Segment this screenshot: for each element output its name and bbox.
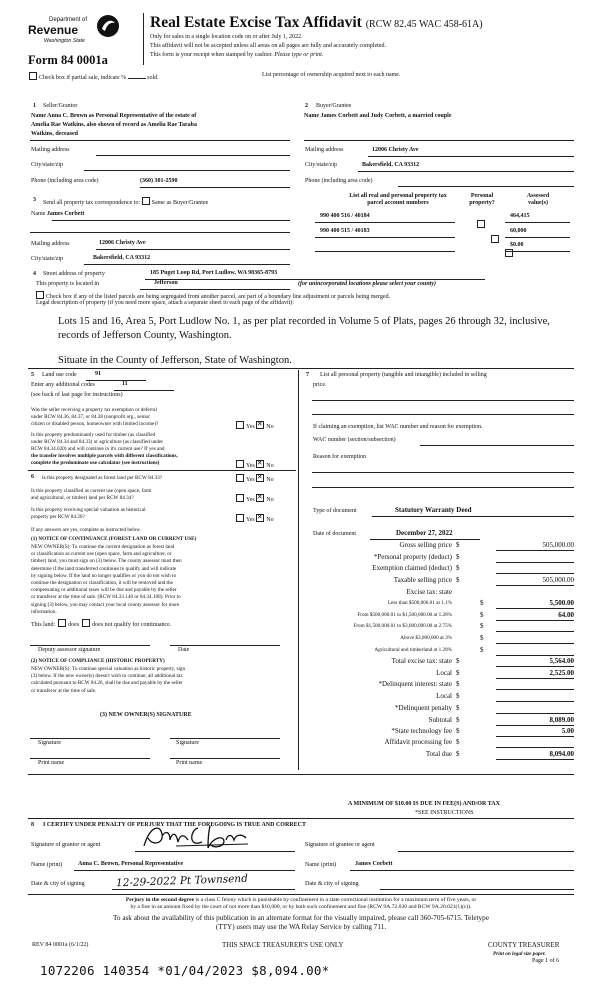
grantee-name[interactable]: James Corbett (355, 861, 393, 867)
tax-row-label: Taxable selling price (393, 576, 452, 584)
does-not-checkbox[interactable] (82, 619, 90, 627)
continuance-line: NEW OWNER(S): To continue the current designation as forest land (31, 544, 175, 550)
parcel-acct-2[interactable]: 990 400 515 / 40183 (320, 228, 370, 234)
partial-sale-checkbox[interactable] (29, 72, 37, 80)
dollar-sign: $ (456, 553, 460, 561)
minimum-due-note: A MINIMUM OF $10.00 IS DUE IN FEE(S) AND/OR TAX (348, 801, 500, 807)
continuance-line: timber) land, you must sign on (3) below. The county assessor must then (31, 558, 182, 565)
owner-print-label-1: Print name (38, 760, 65, 766)
s6-q3-yes-checkbox[interactable] (236, 514, 244, 522)
compliance-line: or transferor at the time of sale. (31, 687, 97, 694)
s6-q3-yesno: Yes ✕ No (236, 514, 274, 523)
tax-row-label: Total excise tax: state (391, 657, 452, 665)
header-line-2: This affidavit will not be accepted unless all areas on all pages are fully and accurately completed. (150, 43, 386, 49)
property-num: 4 (33, 271, 36, 277)
perjury-line-1: Perjury in the second degree is a class C felony which is punishable by confinement in a state correctional institution for a maximum term of five years, or (125, 897, 477, 903)
grantee-signature-label: Signature of grantee or agent (305, 842, 375, 848)
s5-q2e: complete the predominate use calculator (see instructions) (31, 460, 160, 466)
s6-q1: Is this property designated as forest land per RCW 84.33? (42, 475, 163, 481)
dollar-sign: $ (456, 692, 460, 700)
property-street[interactable]: 185 Puget Loop Rd, Port Ludlow, WA 98365-8793 (150, 270, 278, 276)
continuance-line: information. (31, 608, 57, 615)
corresp-city-label: City/state/zip (31, 256, 63, 262)
this-land-row: This land: does does not qualify for continuance. (31, 619, 171, 628)
tax-row-value[interactable]: 2,525.00 (549, 669, 574, 677)
tax-row-value[interactable]: 64.00 (558, 611, 574, 619)
dollar-sign: $ (456, 704, 460, 712)
owner-signature-label-1: Signature (38, 740, 61, 746)
s6-q1-yes-checkbox[interactable] (236, 474, 244, 482)
dollar-sign: $ (456, 669, 460, 677)
parcel-value-2[interactable]: 60,000 (510, 228, 527, 234)
buyer-city[interactable]: Bakersfield, CA 93312 (362, 162, 420, 168)
buyer-name[interactable]: Name James Corbett and Judy Corbett, a married couple (304, 113, 452, 119)
wa-state-label: Washington State (44, 38, 85, 44)
header-line-1: Only for sales in a single location code on or after July 1, 2022. (150, 34, 303, 40)
tax-row-label: Less than $500,000.01 at 1.1% (387, 600, 452, 606)
s7-num: 7 (306, 372, 309, 378)
s5-q2-no-checkbox[interactable] (256, 460, 264, 468)
buyer-city-label: City/state/zip (305, 162, 337, 168)
buyer-phone-field[interactable] (398, 178, 574, 187)
ownership-note: List percentage of ownership acquired next to each name. (262, 72, 401, 78)
tax-row-label: *Personal property (deduct) (373, 553, 452, 561)
continuance-line: compensating or additional taxes will be due and payable by the seller (31, 587, 177, 594)
s5-q1a: Was the seller receiving a property tax exemption or deferral (31, 407, 157, 413)
s6-q1-no-checkbox[interactable] (256, 474, 264, 482)
tax-row-value[interactable]: 5,564.00 (549, 657, 574, 665)
dollar-sign: $ (456, 657, 460, 665)
wac-field[interactable] (420, 437, 574, 446)
dollar-sign: $ (456, 541, 460, 549)
deputy-date-label: Date (178, 647, 190, 653)
dollar-sign: $ (456, 738, 460, 746)
parcel-header-accounts: List all real and personal property tax parcel account numbers (349, 193, 447, 206)
s7-label-2: price. (313, 382, 327, 388)
buyer-mailing[interactable]: 12006 Christy Ave (372, 147, 419, 153)
s5-q1-yesno: Yes ✕ No (236, 421, 274, 430)
dollar-sign: $ (480, 634, 484, 642)
seller-name-1[interactable]: Name Anna C. Brown as Personal Representative of the estate of (31, 113, 197, 119)
grantee-date-field[interactable] (380, 881, 574, 890)
s5-q1c: citizen or disabled person, homeowner with limited income)? (31, 421, 159, 427)
seller-name-2[interactable]: Amelia Rae Watkins, also shown of record as Amelia Rae Taraba (31, 122, 197, 128)
property-county[interactable]: Jefferson (154, 280, 178, 286)
rev-number: REV 84 0001a (6/1/22) (32, 942, 89, 948)
form-title: Real Estate Excise Tax Affidavit (RCW 82.45 WAC 458-61A) (150, 14, 483, 31)
legal-label: Legal description of property (if you need more space, attach a separate sheet to each page of the affidavit): (36, 300, 294, 306)
legal-desc-3: Situate in the County of Jefferson, State of Washington. (58, 355, 292, 366)
tax-row-value[interactable]: 5,500.00 (549, 599, 574, 607)
s5-q1-yes-checkbox[interactable] (236, 421, 244, 429)
reason-label: Reason for exemption (313, 454, 366, 460)
addl-codes[interactable]: 11 (122, 381, 128, 387)
buyer-heading: Buyer/Grantee (316, 103, 352, 109)
doc-date-label: Date of document (313, 531, 356, 537)
grantor-date-city[interactable]: 12-29-2022 Pt Townsend (115, 872, 249, 890)
continuance-line: signing (3) below, you may contact your local county assessor for more (31, 601, 180, 608)
seller-mailing-label: Mailing address (31, 147, 70, 153)
tax-row-label: Exemption claimed (deduct) (372, 564, 452, 572)
parcel-value-1[interactable]: 464,415 (510, 213, 530, 219)
segregate-checkbox[interactable] (36, 291, 44, 299)
corresp-num: 3 (33, 197, 36, 203)
grantee-signature-field[interactable] (398, 843, 574, 852)
dollar-sign: $ (456, 576, 460, 584)
dollar-sign: $ (480, 599, 484, 607)
parcel-header-assessed: Assessed value(s) (526, 193, 550, 206)
parcel-acct-1[interactable]: 990 400 516 / 40184 (320, 213, 370, 219)
dollar-sign: $ (456, 750, 460, 758)
parcel-personal-checkbox-2[interactable] (491, 235, 499, 243)
dollar-sign: $ (456, 564, 460, 572)
certify-statement: I CERTIFY UNDER PENALTY OF PERJURY THAT THE FOREGOING IS TRUE AND CORRECT (43, 822, 306, 828)
corresp-mailing[interactable]: 12006 Christy Ave (99, 240, 146, 246)
s5-q2c: RCW 84.34.020) and will continue in it's current use? If yes and (31, 446, 165, 452)
unincorporated-note: (for unincorporated locations please select your county) (298, 281, 436, 287)
tax-row-label: *State technology fee (391, 727, 452, 735)
dollar-sign: $ (456, 716, 460, 724)
seller-phone[interactable]: (360) 301-2590 (140, 178, 178, 184)
tax-row-label: Local (436, 669, 452, 677)
see-instructions-note: *SEE INSTRUCTIONS (415, 810, 474, 816)
compliance-line: calculated pursuant to RCW 84.26, shall be due and payable by the seller (31, 680, 183, 687)
grantor-signature-label: Signature of grantor or agent (31, 842, 101, 848)
parcel-value-3[interactable]: $0.00 (510, 242, 524, 248)
parcel-personal-checkbox-1[interactable] (477, 220, 485, 228)
accessibility-line-2: (TTY) users may use the WA Relay Service by calling 711. (215, 923, 387, 931)
corresp-label: Send all property tax correspondence to: Same as Buyer/Grantee (43, 197, 208, 206)
tax-row-value[interactable]: 505,000.00 (542, 576, 574, 584)
s6-q2-no-checkbox[interactable] (256, 494, 264, 502)
corresp-mailing-label: Mailing address (31, 241, 70, 247)
tax-row-label: Above $3,000,000 at 3% (400, 635, 452, 641)
land-use-code[interactable]: 91 (95, 371, 101, 377)
treasurer-use-label: THIS SPACE TREASURER'S USE ONLY (222, 941, 344, 949)
s6-q2a: Is this property classified as current use (open space, farm (31, 488, 152, 494)
corresp-name-row: Name James Corbett (31, 211, 85, 217)
doc-date[interactable]: December 27, 2022 (396, 529, 453, 537)
tax-row-label: Excise tax: state (406, 588, 452, 596)
dollar-sign: $ (456, 727, 460, 735)
tax-row-value[interactable]: 8,094.00 (549, 750, 574, 758)
page-number: Page 1 of 6 (532, 958, 560, 964)
parcel-header-personal: Personal property? (469, 193, 495, 206)
s6-q3b: property per RCW 84.26? (31, 514, 85, 520)
corresp-city[interactable]: Bakersfield, CA 93312 (93, 255, 151, 261)
tax-row-label: Agricultural and timberland at 1.28% (374, 647, 452, 653)
legal-paper-note: Print on legal size paper. (493, 951, 546, 957)
owner-signature-label-2: Signature (176, 740, 199, 746)
seller-city-field[interactable] (84, 162, 290, 171)
segregate-row: Check box if any of the listed parcels are being segregated from another parcel, are part of a boundary line adjustment or parcels being merged. (36, 291, 390, 300)
s6-q2-yes-checkbox[interactable] (236, 494, 244, 502)
seller-num: 1 (33, 103, 36, 109)
continuance-line: or transferor at the time of sale. (RCW 84.33.140 or 84.34.108). Prior to (31, 594, 181, 601)
s8-num: 8 (31, 822, 34, 828)
s6-note: If any answers are yes, complete as instructed below. (31, 527, 142, 533)
new-owner-heading: (3) NEW OWNER(S) SIGNATURE (100, 712, 192, 718)
grantor-name[interactable]: Anna C. Brown, Personal Representative (78, 861, 184, 867)
grantor-handwritten-signature (140, 820, 250, 852)
s5-q2a: Is this property predominantly used for timber (as classified (31, 432, 156, 438)
land-use-label: Land use code (42, 372, 77, 378)
perjury-line-2: by a fine in an amount fixed by the court of not more than $10,000, or by both such confinement and fine (RCW 9A.72.030 and RCW 9A.20.021(1)(c)). (130, 904, 472, 910)
s5-q2-yes-checkbox[interactable] (236, 460, 244, 468)
s6-q3-no-checkbox[interactable] (256, 514, 264, 522)
tax-row-label: Gross selling price (399, 541, 452, 549)
tax-row-label: Total due (425, 750, 452, 758)
s6-q1-yesno: Yes ✕ No (236, 474, 274, 483)
owner-print-label-2: Print name (176, 760, 203, 766)
compliance-heading: (2) NOTICE OF COMPLIANCE (HISTORIC PROPERTY) (31, 658, 165, 664)
tax-row-value[interactable]: 5.00 (561, 727, 574, 735)
dept-label: Department of (49, 17, 88, 23)
buyer-mailing-label: Mailing address (305, 147, 344, 153)
legal-desc-1: Lots 15 and 16, Area 5, Port Ludlow No. 1, as per plat recorded in Volume 5 of Plats, pages 26 through 32, inclusive, (58, 316, 550, 327)
seller-city-label: City/state/zip (31, 162, 63, 168)
tax-row-label: From $1,500,000.01 to $3,000,000.00 at 2.75% (353, 623, 452, 629)
s6-q3a: Is this property receiving special valuation as historical (31, 507, 146, 513)
wac-label: WAC number (section/subsection) (313, 437, 396, 443)
revenue-logo-text: Revenue (28, 23, 79, 37)
deputy-assessor-label: Deputy assessor signature (38, 647, 101, 653)
street-label: Street address of property (43, 271, 105, 277)
partial-sale-row: Check box if partial sale, indicate % sold. (29, 72, 159, 81)
located-label: This property is located in (36, 281, 99, 287)
dollar-sign: $ (480, 622, 484, 630)
s6-q2b: and agricultural, or timber) land per RCW 84.34? (31, 495, 134, 501)
accessibility-line-1: To ask about the availability of this publication in an alternate format for the visually impaired, please call 360-705-6715. Teletype (113, 914, 489, 922)
s5-q2b: under RCW 84.34 and 84.33) or agriculture (as classified under (31, 439, 164, 445)
tax-row-label: Subtotal (428, 716, 452, 724)
grantee-date-label: Date & city of signing (305, 881, 359, 887)
doc-type[interactable]: Statutory Warranty Deed (395, 506, 472, 514)
tax-row-label: *Delinquent penalty (395, 704, 452, 712)
continuance-heading: (1) NOTICE OF CONTINUANCE (FOREST LAND OR CURRENT USE) (31, 536, 197, 542)
continuance-line: by signing below. If the land no longer qualifies or you do not wish to (31, 572, 177, 579)
s6-num: 6 (31, 474, 34, 480)
county-treasurer-label: COUNTY TREASURER (488, 941, 560, 949)
grantor-date-label: Date & city of signing (31, 881, 85, 887)
tax-row-value[interactable]: 505,000.00 (542, 541, 574, 549)
does-checkbox[interactable] (58, 619, 66, 627)
compliance-line: NEW OWNER(S): To continue special valuation as historic property, sign (31, 666, 186, 672)
cashier-receipt-stamp: 1072206 140354 *01/04/2023 $8,094.00* (40, 963, 330, 978)
buyer-phone-label: Phone (including area code) (305, 178, 373, 184)
same-as-buyer-checkbox[interactable] (142, 197, 150, 205)
tax-row-label: Affidavit processing fee (384, 738, 452, 746)
compliance-line: (3) below. If the new owner(s) doesn't wish to continue, all additional tax (31, 673, 183, 680)
seller-phone-label: Phone (including area code) (31, 178, 99, 184)
seller-name-3[interactable]: Watkins, deceased (31, 131, 79, 137)
continuance-line: or classification as current use (open space, farm and agriculture, or (31, 551, 172, 558)
legal-desc-2: records of Jefferson County, Washington. (58, 330, 232, 341)
s6-q2-yesno: Yes ✕ No (236, 494, 274, 503)
s5-q2-yesno: Yes ✕ No (236, 460, 274, 469)
dollar-sign: $ (480, 611, 484, 619)
grantor-name-label: Name (print) (31, 862, 63, 868)
header-line-3: This form is your receipt when stamped by cashier. Please type or print. (150, 52, 324, 58)
continuance-line: continue the designation or classification, it will be removed and the (31, 580, 173, 586)
form-number: Form 84 0001a (28, 53, 108, 67)
tax-row-label: *Delinquent interest: state (378, 680, 452, 688)
s5-see-instr: (see back of last page for instructions) (31, 392, 123, 398)
dollar-sign: $ (456, 680, 460, 688)
tax-row-label: From $500,000.01 to $1,500,000.00 at 1.28% (357, 612, 452, 618)
seller-heading: Seller/Grantor (43, 103, 78, 109)
doc-type-label: Type of document (313, 508, 357, 514)
seller-mailing-field[interactable] (96, 147, 290, 156)
tax-row-label: Local (436, 692, 452, 700)
s5-num: 5 (31, 372, 34, 378)
buyer-num: 2 (305, 103, 308, 109)
continuance-line: determine if the land transferred continues to qualify and will indicate (31, 565, 177, 572)
grantee-name-label: Name (print) (305, 862, 337, 868)
s5-q1b: under RCW 84.36, 84.37, or 84.38 (nonprofit org., senior (31, 414, 150, 420)
s5-q1-no-checkbox[interactable] (256, 421, 264, 429)
s5-q2d: the transfer involves multiple parcels with different classifications, (31, 453, 178, 459)
dollar-sign: $ (480, 646, 484, 654)
wa-revenue-logo-icon (96, 14, 120, 38)
tax-row-value[interactable]: 8,089.00 (549, 716, 574, 724)
exemption-label: If claiming an exemption, list WAC number and reason for exemption. (313, 424, 483, 430)
addl-codes-label: Enter any additional codes (31, 382, 95, 388)
s7-label: List all personal property (tangible and intangible) included in selling (320, 372, 487, 378)
